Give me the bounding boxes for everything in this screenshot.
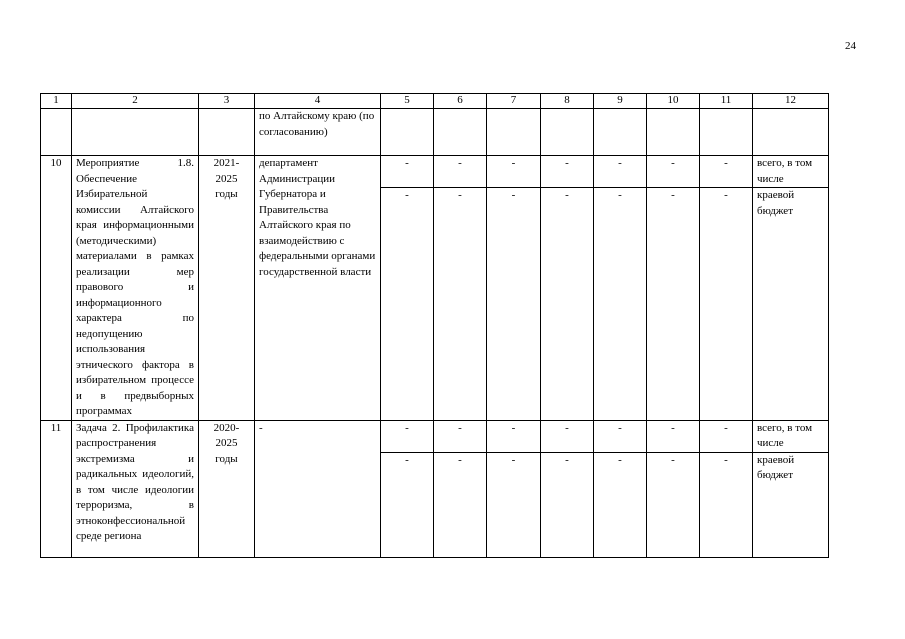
header-cell: 1 — [41, 94, 72, 109]
header-cell: 4 — [255, 94, 381, 109]
header-cell: 5 — [381, 94, 434, 109]
row-source — [753, 109, 829, 156]
header-cell: 8 — [541, 94, 594, 109]
table-header-row — [41, 94, 829, 109]
row-name: Мероприятие 1.8. Обеспечение Избирательной комиссии Алтайского края информационными (методическими) материалами в рамках реализации мер правового и информационного характера по недопущению использования этнического фактора в избирательном процессе и в предвыборных программах — [72, 156, 199, 421]
row-years: 2021-2025 годы — [199, 156, 255, 421]
row-executor: - — [255, 420, 381, 557]
table-row: 11 Задача 2. Профилактика распространения экстремизма и радикальных идеологий, в том числе идеологии терроризма, в этноконфессиональной среде региона 2020-2025 годы - - - - - - - - - - - - - - - всего, в том числе краевой бюджет — [41, 420, 829, 557]
row-name — [72, 109, 199, 156]
header-cell: 7 — [487, 94, 541, 109]
header-cell: 12 — [753, 94, 829, 109]
row-years: 2020-2025 годы — [199, 420, 255, 557]
row-executor: по Алтайскому краю (по согласованию) — [255, 109, 381, 156]
source-total: всего, в том числе — [757, 421, 813, 449]
row-years — [199, 109, 255, 156]
row-number — [41, 109, 72, 156]
table-row — [41, 109, 829, 156]
budget-table — [40, 93, 829, 558]
header-cell: 3 — [199, 94, 255, 109]
row-number: 11 — [41, 420, 72, 557]
header-cell: 9 — [594, 94, 647, 109]
row-executor: департамент Администрации Губернатора и Правительства Алтайского края по взаимодействию с федеральными органами государственной власти — [255, 156, 381, 421]
header-cell: 6 — [434, 94, 487, 109]
source-total: всего, в том числе — [757, 157, 813, 185]
table-row: 10 Мероприятие 1.8. Обеспечение Избирательной комиссии Алтайского края информационными (методическими) материалами в рамках реализации мер правового и информационного характера по недопущению использования этнического фактора в избирательном процессе и в предвыборных программах 2021-2025 годы департамент Администрации Губернатора и Правительства Алтайского края по взаимодействию с федеральными органами государственной власти - - - - - - - - - - - - - - всего, в том числе краевой бюджет — [41, 156, 829, 421]
page-number: 24 — [845, 40, 856, 52]
source-regional: краевой бюджет — [753, 187, 828, 219]
row-number: 10 — [41, 156, 72, 421]
header-cell: 10 — [647, 94, 700, 109]
header-cell: 11 — [700, 94, 753, 109]
header-cell: 2 — [72, 94, 199, 109]
source-regional: краевой бюджет — [753, 452, 828, 484]
row-name: Задача 2. Профилактика распространения экстремизма и радикальных идеологий, в том числе идеологии терроризма, в этноконфессиональной среде региона — [72, 420, 199, 557]
